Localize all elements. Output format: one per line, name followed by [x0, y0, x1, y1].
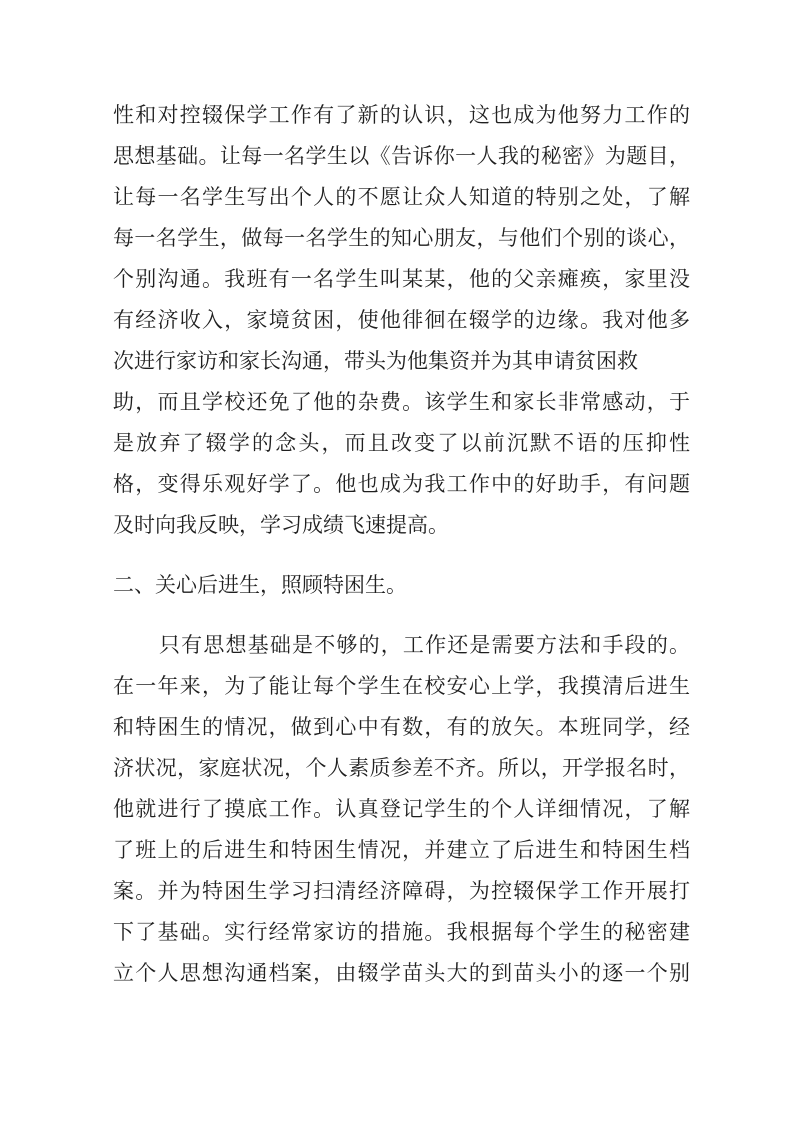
section-heading: [113, 565, 690, 606]
text-line: 格，变得乐观好学了。他也成为我工作中的好助手，有问题: [113, 472, 690, 496]
text-line: 个别沟通。我班有一名学生叫某某，他的父亲瘫痪，家里没: [113, 267, 690, 291]
text-line: 让每一名学生写出个人的不愿让众人知道的特别之处，了解: [113, 185, 690, 209]
text-line: 只有思想基础是不够的，工作还是需要方法和手段的。: [159, 633, 690, 657]
text-line: 思想基础。让每一名学生以《告诉你一人我的秘密》为题目，: [113, 144, 690, 168]
text-line: 性和对控辍保学工作有了新的认识，这也成为他努力工作的: [113, 103, 690, 127]
text-line: 次进行家访和家长沟通，带头为他集资并为其申请贫困救: [113, 349, 638, 373]
heading-line: 二、关心后进生，照顾特困生。: [113, 573, 407, 597]
text-line: 济状况，家庭状况，个人素质参差不齐。所以，开学报名时，: [113, 756, 690, 780]
body-paragraph-2: [113, 625, 690, 994]
text-line: 每一名学生，做每一名学生的知心朋友，与他们个别的谈心，: [113, 226, 690, 250]
text-line: 是放弃了辍学的念头，而且改变了以前沉默不语的压抑性: [113, 431, 690, 455]
text-line: 助，而且学校还免了他的杂费。该学生和家长非常感动，于: [113, 390, 690, 414]
text-line: 在一年来，为了能让每个学生在校安心上学，我摸清后进生: [113, 674, 690, 698]
text-block: [113, 95, 690, 994]
body-paragraph-1: [113, 95, 690, 546]
text-line: 有经济收入，家境贫困，使他徘徊在辍学的边缘。我对他多: [113, 308, 690, 332]
text-line: 了班上的后进生和特困生情况，并建立了后进生和特困生档: [113, 838, 690, 862]
text-line: 案。并为特困生学习扫清经济障碍，为控辍保学工作开展打: [113, 879, 690, 903]
text-line: 立个人思想沟通档案，由辍学苗头大的到苗头小的逐一个别: [113, 961, 690, 985]
text-line: 下了基础。实行经常家访的措施。我根据每个学生的秘密建: [113, 920, 690, 944]
text-line: 他就进行了摸底工作。认真登记学生的个人详细情况，了解: [113, 797, 690, 821]
text-line: 及时向我反映，学习成绩飞速提高。: [113, 513, 449, 537]
text-line: 和特困生的情况，做到心中有数，有的放矢。本班同学，经: [113, 715, 690, 739]
